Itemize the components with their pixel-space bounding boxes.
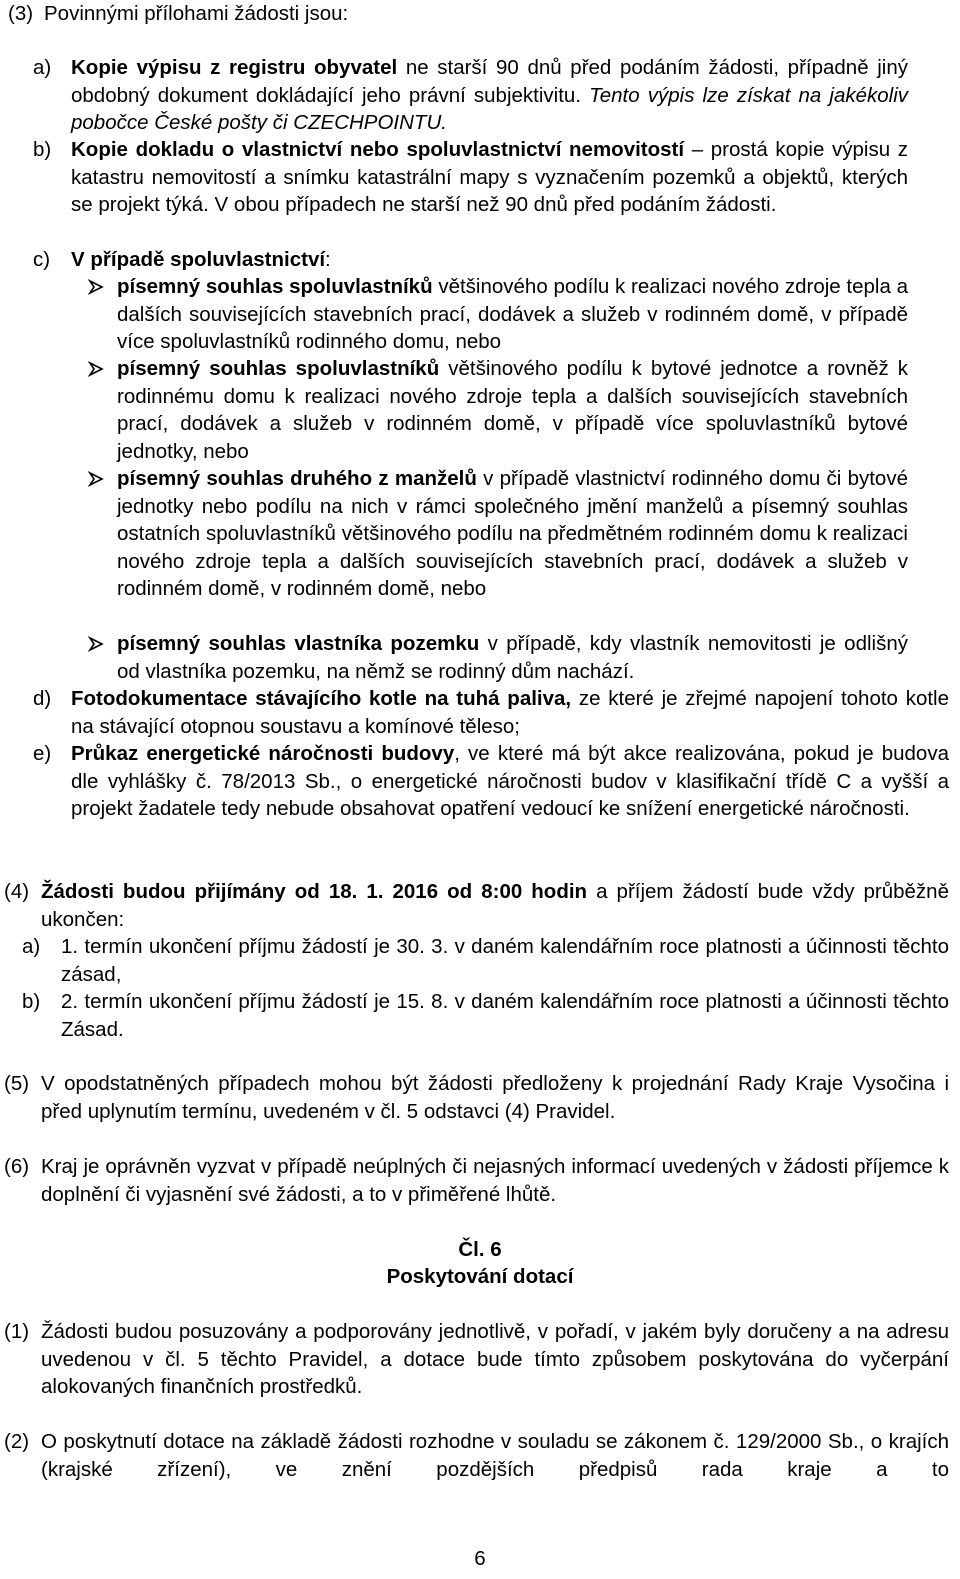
item-e-label: e)	[33, 742, 52, 765]
section-6-text: Kraj je oprávněn vyzvat v případě neúplných či nejasných informací uvedených v žádosti příjemce k doplnění či vyjasnění své žádosti, a to v přiměřené lhůtě.	[41, 1155, 949, 1206]
item-b-bold: Kopie dokladu o vlastnictví nebo spoluvlastnictví nemovitostí	[71, 138, 685, 161]
section-6-number: (6)	[4, 1155, 30, 1178]
item-d-text: ze které je zřejmé napojení tohoto kotle na stávající otopnou soustavu a komínové těleso;	[71, 687, 949, 738]
item-e-paragraph	[71, 740, 949, 823]
consent-item-3	[117, 465, 908, 603]
section-4-paragraph	[41, 878, 949, 933]
section-4-a-label: a)	[22, 935, 41, 958]
item-a-bold: Kopie výpisu z registru obyvatel	[71, 56, 398, 79]
consent-item-1-bold: písemný souhlas spoluvlastníků	[117, 275, 433, 298]
item-c-label: c)	[33, 248, 51, 271]
section-4-text: a příjem žádostí bude vždy průběžně ukončen:	[41, 880, 949, 931]
section-3-lead: Povinnými přílohami žádosti jsou:	[44, 2, 349, 25]
section-5-text: V opodstatněných případech mohou být žádosti předloženy k projednání Rady Kraje Vysočina i před uplynutím termínu, uvedeném v čl. 5 odstavci (4) Pravidel.	[41, 1072, 949, 1123]
consent-item-3-bold: písemný souhlas druhého z manželů	[117, 467, 477, 490]
page-number: 6	[474, 1547, 486, 1570]
consent-item-2	[117, 355, 908, 465]
item-e-bold: Průkaz energetické náročnosti budovy	[71, 742, 455, 765]
section-3-number: (3)	[8, 2, 34, 25]
article-title: Poskytování dotací	[386, 1265, 574, 1288]
article-para-2-number: (2)	[4, 1430, 30, 1453]
item-a-label: a)	[33, 56, 52, 79]
item-e-text: , ve které má být akce realizována, pokud je budova dle vyhlášky č. 78/2013 Sb., o energetické náročnosti budov v klasifikační třídě C a vyšší a projekt žadatele tedy nebude obsahovat opatření vedoucí ke snížení energetické náročnosti.	[71, 742, 949, 820]
item-b-text: – prostá kopie výpisu z katastru nemovitostí a snímku katastrální mapy s vyznačením pozemků a objektů, kterých se projekt týká. V obou případech ne starší než 90 dnů před podáním žádosti.	[71, 138, 908, 216]
item-c-bold: V případě spoluvlastnictví	[71, 248, 326, 271]
consent-item-2-text: většinového podílu k bytové jednotce a rovněž k rodinnému domu k realizaci nového zdroje tepla a dalších souvisejících stavebních prací, dodávek a služeb v rodinném domě, v případě více spoluvlastníků bytové jednotky, nebo	[117, 357, 908, 463]
item-d-label: d)	[33, 687, 52, 710]
item-c-colon: :	[325, 248, 331, 271]
consent-item-4-text: v případě, kdy vlastník nemovitosti je odlišný od vlastníka pozemku, na němž se rodinný dům nachází.	[117, 632, 908, 683]
article-para-1-number: (1)	[4, 1320, 30, 1343]
consent-item-1	[117, 273, 908, 356]
item-d-bold: Fotodokumentace stávajícího kotle na tuhá paliva,	[71, 687, 572, 710]
arrow-bullet-icon	[88, 636, 108, 652]
consent-item-2-bold: písemný souhlas spoluvlastníků	[117, 357, 440, 380]
article-number: Čl. 6	[458, 1238, 502, 1261]
article-para-1-text: Žádosti budou posuzovány a podporovány jednotlivě, v pořadí, v jakém byly doručeny a na adresu uvedenou v čl. 5 těchto Pravidel, a dotace bude tímto způsobem poskytována do vyčerpání alokovaných finančních prostředků.	[41, 1320, 949, 1398]
item-a-italic: Tento výpis lze získat na jakékoliv pobočce České pošty či CZECHPOINTU.	[71, 83, 909, 134]
arrow-bullet-icon	[88, 471, 108, 487]
consent-item-4-bold: písemný souhlas vlastníka pozemku	[117, 632, 480, 655]
item-b-paragraph	[71, 136, 908, 219]
section-4-bold: Žádosti budou přijímány od 18. 1. 2016 od 8:00 hodin	[41, 880, 588, 903]
item-a-paragraph	[71, 54, 908, 137]
section-4-a-text: 1. termín ukončení příjmu žádostí je 30. 3. v daném kalendářním roce platnosti a účinnosti těchto zásad,	[61, 935, 949, 986]
section-4-b-text: 2. termín ukončení příjmu žádostí je 15. 8. v daném kalendářním roce platnosti a účinnosti těchto Zásad.	[61, 990, 949, 1041]
consent-item-3-text: v případě vlastnictví rodinného domu či bytové jednotky nebo podílu na nich v rámci společného jmění manželů a písemný souhlas ostatních spoluvlastníků většinového podílu na předmětném rodinném domu k realizaci nového zdroje tepla a dalších souvisejících stavebních prací, dodávek a služeb v rodinném domě, v rodinném domě, nebo	[117, 467, 908, 600]
arrow-bullet-icon	[88, 279, 108, 295]
consent-item-1-text: většinového podílu k realizaci nového zdroje tepla a dalších souvisejících stavebních prací, dodávek a služeb v rodinném domě, v případě více spoluvlastníků rodinného domu, nebo	[117, 275, 908, 353]
section-4-number: (4)	[4, 880, 30, 903]
section-5-number: (5)	[4, 1072, 30, 1095]
consent-item-4	[117, 630, 908, 685]
item-d-paragraph	[71, 685, 949, 740]
item-a-text: ne starší 90 dnů před podáním žádosti, případně jiný obdobný dokument dokládající jeho právní subjektivitu.	[71, 56, 908, 107]
arrow-bullet-icon	[88, 361, 108, 377]
item-c-heading	[71, 246, 908, 274]
item-b-label: b)	[33, 138, 52, 161]
article-para-2-text: O poskytnutí dotace na základě žádosti rozhodne v souladu se zákonem č. 129/2000 Sb., o krajích (krajské zřízení), ve znění pozdějších předpisů rada kraje a to	[41, 1430, 949, 1481]
section-4-b-label: b)	[22, 990, 41, 1013]
